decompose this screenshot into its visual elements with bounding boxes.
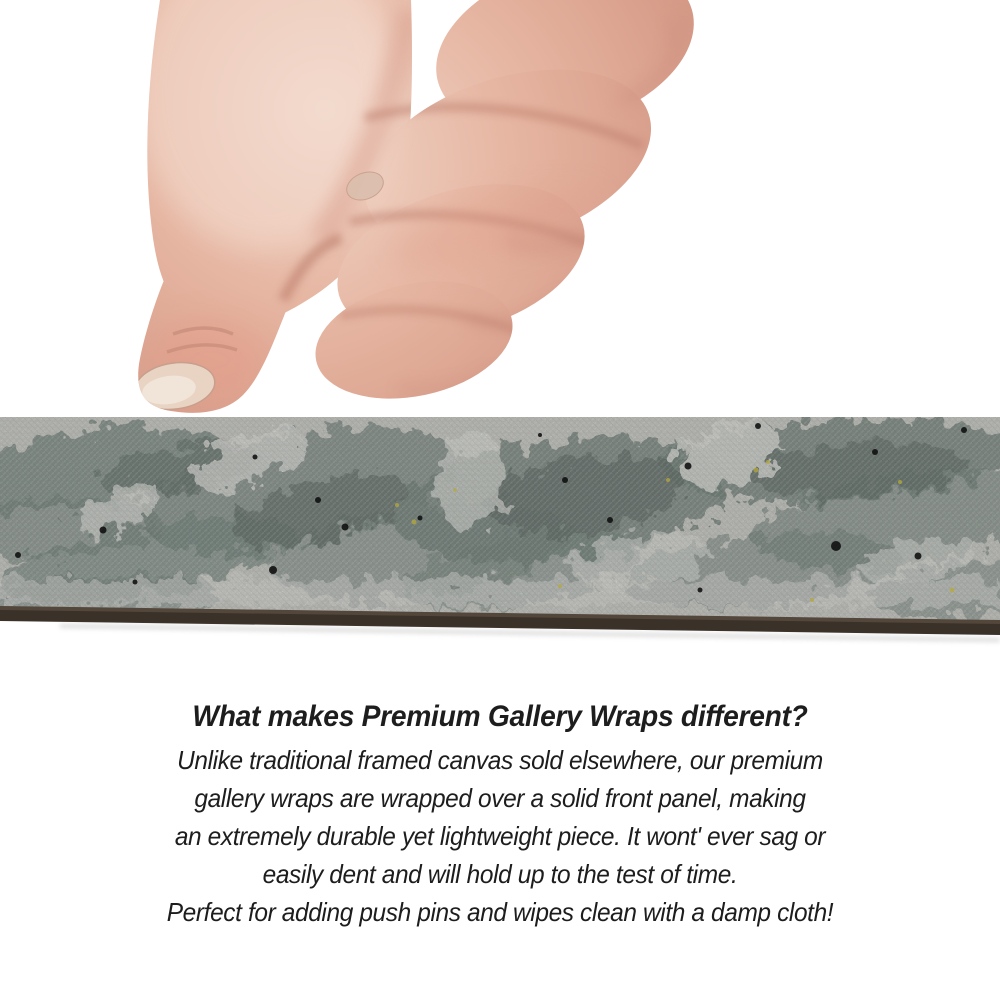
canvas-edge-image: [0, 400, 1000, 650]
body-line: easily dent and will hold up to the test of time.: [262, 859, 738, 889]
body-line: gallery wraps are wrapped over a solid front panel, making: [194, 783, 806, 813]
body-line: an extremely durable yet lightweight piece. It wont' ever sag or: [174, 821, 826, 851]
info-section: [30, 700, 970, 931]
body-line: Unlike traditional framed canvas sold elsewhere, our premium: [177, 745, 823, 775]
hand-pressing-canvas-image: [115, 0, 715, 420]
headline: What makes Premium Gallery Wraps different?: [192, 700, 808, 733]
canvas-fabric: [0, 403, 1000, 644]
body-line: Perfect for adding push pins and wipes clean with a damp cloth!: [166, 897, 834, 927]
